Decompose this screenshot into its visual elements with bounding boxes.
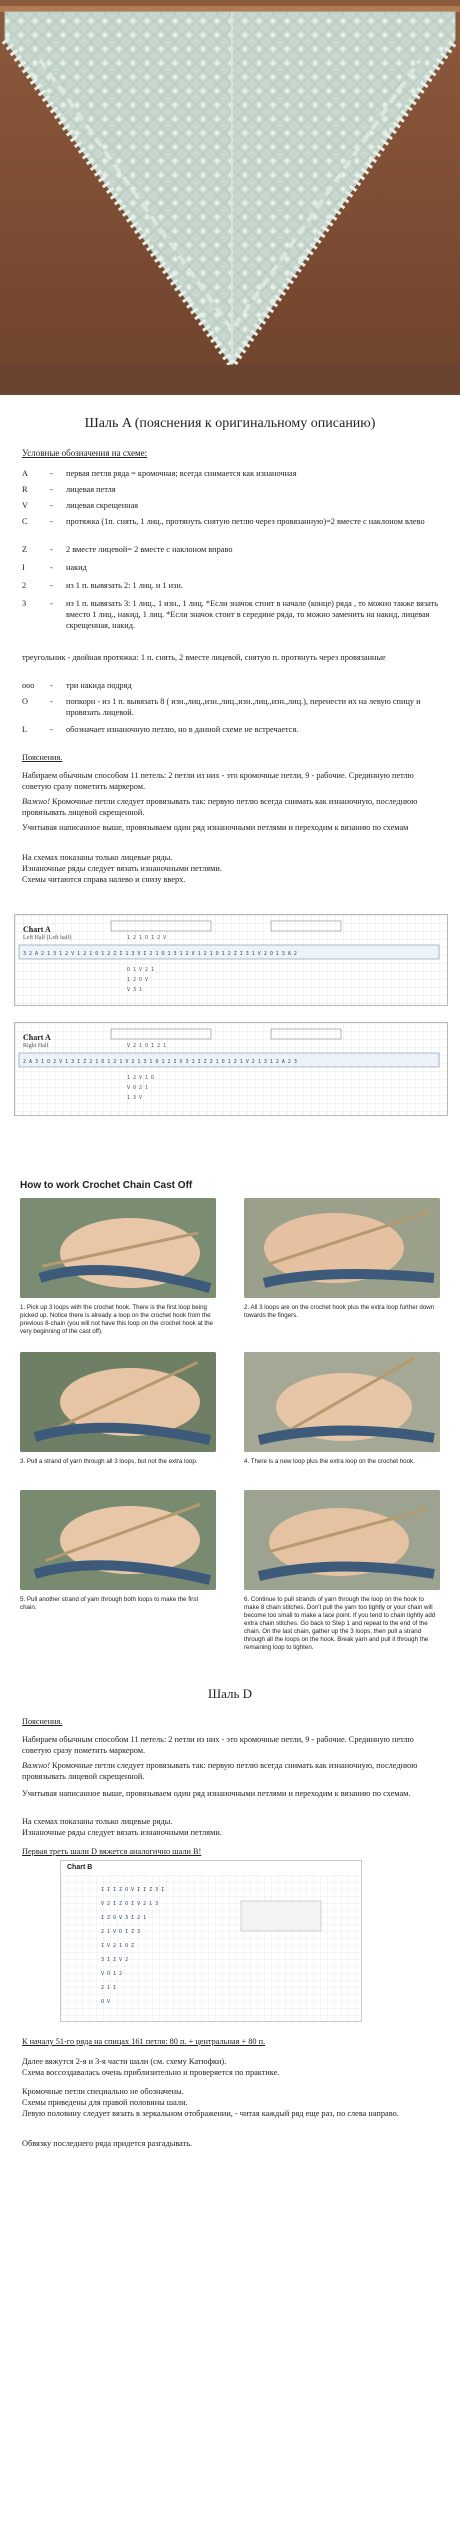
para-d-11: Левую половину следует вязать в зеркальном отображении, - читая каждый ряд еще раз, по слева направо. xyxy=(22,2109,399,2118)
section-a-title: Шаль A (пояснения к оригинальному описанию) xyxy=(84,416,376,431)
para-a-4: На схемах показаны только лицевые ряды. xyxy=(22,853,173,862)
para-d-9: Кромочные петли специально не обозначены. xyxy=(22,2087,184,2096)
pojasnenie-d: Пояснения. xyxy=(22,1717,63,1726)
chart-a-left-grid xyxy=(15,915,447,1005)
legend-symbol: L xyxy=(22,725,28,734)
step-caption-1: 1. Pick up 3 loops with the crochet hook. There is the first loop being picked up. Notice there is already a loop on the crochet hook from the previous 8-chain (you will not have this loop on the crochet hook at the very beginning of the cast off). xyxy=(20,1304,213,1335)
step-photo-2 xyxy=(244,1198,440,1298)
legend-row xyxy=(0,580,460,591)
chart-b-title: Chart B xyxy=(67,1864,93,1871)
legend-title: Условные обозначения на схеме: xyxy=(22,448,148,458)
legend-desc: накид xyxy=(66,563,87,572)
chart-a-right-subtitle: Right Half xyxy=(23,1043,49,1049)
svg-text:V O 1 2: V O 1 2 xyxy=(101,1971,123,1977)
legend xyxy=(22,448,442,458)
legend-row xyxy=(0,468,460,479)
legend-row xyxy=(0,598,460,642)
svg-text:2 1 V O I Z 3: 2 1 V O I Z 3 xyxy=(101,1929,141,1935)
svg-text:1 2 O V: 1 2 O V xyxy=(127,977,149,983)
step-caption-5: 5. Pull another strand of yarn through both loops to make the first chain. xyxy=(20,1596,199,1611)
svg-text:1 2 1 O 1 2 V: 1 2 1 O 1 2 V xyxy=(127,935,167,941)
chart-a-right-grid xyxy=(15,1023,447,1115)
svg-text:2 1 I: 2 1 I xyxy=(101,1985,117,1991)
para-a-2-text: Кромочные петли следует провязывать так: первую петлю всегда снимать как изнаночную, последнюю провязывать лицевой скрещенной. xyxy=(22,797,418,817)
para-d-12: Обвязку последнего ряда придется разгадывать. xyxy=(22,2139,193,2148)
para-d-2 xyxy=(22,1760,442,1782)
legend-symbol: R xyxy=(22,485,28,494)
chart-b-grid xyxy=(61,1861,361,2021)
legend-desc: лицевая скрещенная xyxy=(66,501,139,510)
shawl-photo xyxy=(0,0,460,395)
svg-text:1 3 V: 1 3 V xyxy=(127,1095,143,1101)
legend-dash: - xyxy=(50,501,53,510)
legend-symbol: V xyxy=(22,501,28,510)
para-a-1: Набираем обычным способом 11 петель: 2 петли из них - это кромочные петли, 9 - рабочие. Срединную петлю советую сразу пометить маркером. xyxy=(22,771,414,791)
step-photo-6 xyxy=(244,1490,440,1590)
shawl-drawing xyxy=(0,0,460,395)
section-d xyxy=(0,1686,460,1702)
knitting-photo xyxy=(244,1352,440,1452)
knitting-photo xyxy=(244,1198,440,1298)
legend-row xyxy=(0,484,460,495)
para-d-3: Учитывая написанное выше, провязываем один ряд изнаночными петлями и переходим к вязанию по схемам. xyxy=(22,1789,411,1798)
step-photo-1 xyxy=(20,1198,216,1298)
legend-row xyxy=(0,724,460,735)
knitting-photo xyxy=(20,1198,216,1298)
legend-symbol: 2 xyxy=(22,581,27,590)
legend-dash: - xyxy=(50,599,53,608)
step-photo-5 xyxy=(20,1490,216,1590)
legend-dash: - xyxy=(50,725,53,734)
para-d-2-text: Кромочные петли следует провязывать так: первую петлю всегда снимать как изнаночную, последнюю провязывать лицевой скрещенной. xyxy=(22,1761,418,1781)
chart-a-left-title: Chart A xyxy=(23,925,51,934)
svg-text:1 2 V 1 O: 1 2 V 1 O xyxy=(127,1075,155,1081)
legend-desc: из 1 п. вывязать 2: 1 лиц. и 1 изн. xyxy=(66,581,183,590)
svg-text:I V 2 1 O Z: I V 2 1 O Z xyxy=(101,1943,135,1949)
para-a-6: Схемы читаются справа налево и снизу вверх. xyxy=(22,875,186,884)
legend-symbol: O xyxy=(22,697,28,706)
step-caption-3: 3. Pull a strand of yarn through all 3 loops, but not the extra loop. xyxy=(20,1458,198,1465)
chart-b-caption: Первая треть шали D вяжется аналогично шали B! xyxy=(22,1847,202,1856)
legend-symbol: ooo xyxy=(22,681,35,690)
chart-a-left xyxy=(14,914,448,1006)
section-a xyxy=(0,416,460,432)
important-label: Важно! xyxy=(22,797,50,806)
legend-desc: первая петля ряда = кромочная; всегда снимается как изнаночная xyxy=(66,469,297,478)
chart-b xyxy=(60,1860,362,2022)
chart-a-right-title: Chart A xyxy=(23,1033,51,1042)
legend-desc: 2 вместе лицевой= 2 вместе с наклоном вправо xyxy=(66,545,233,554)
legend-desc: из 1 п. вывязать 3: 1 лиц., 1 изн., 1 лиц. *Если значок стоит в начале (конце) ряда , то можно также вязать вместо 1 лиц., накид, 1 лиц. *Если значок стоит в середине ряда, то можно заменить на накид, лицевая скрещенная, накид. xyxy=(66,599,439,630)
legend-row xyxy=(0,696,460,718)
para-d-10: Схемы приведены для правой половины шали. xyxy=(22,2098,188,2107)
legend-dash: - xyxy=(50,485,53,494)
svg-text:3 I Z V 2: 3 I Z V 2 xyxy=(101,1957,129,1963)
legend-dash: - xyxy=(50,469,53,478)
legend-desc: лицевая петля xyxy=(66,485,116,494)
svg-text:O V: O V xyxy=(101,1999,111,2005)
legend-dash: - xyxy=(50,563,53,572)
legend-dash: - xyxy=(50,697,53,706)
knitting-photo xyxy=(244,1490,440,1590)
step-photo-4 xyxy=(244,1352,440,1452)
legend-desc: протяжка (1п. снять, 1 лиц., протянуть снятую петлю через провязанную)=2 вместе с наклоном влево xyxy=(66,517,425,526)
legend-desc: три накида подряд xyxy=(66,681,132,690)
legend-desc: попкорн - из 1 п. вывязать 8 ( изн.,лиц.,изн.,лиц.,изн.,лиц.,изн.,лиц.), перенести их на левую спицу и провязать лицевой. xyxy=(66,697,421,717)
svg-text:V 2 I Z O I V 2 1 3: V 2 I Z O I V 2 1 3 xyxy=(101,1901,159,1907)
legend-row xyxy=(0,500,460,511)
para-d-5: Изнаночные ряды следует вязать изнаночными петлями. xyxy=(22,1828,222,1837)
svg-text:V 2 1 O 1 2 1: V 2 1 O 1 2 1 xyxy=(127,1043,167,1049)
legend-row xyxy=(0,516,460,538)
svg-text:2 A 3 1 O 2 V 1 3 I Z 2 1 O 1: 2 A 3 1 O 2 V 1 3 I Z 2 1 O 1 2 1 V 2 1 3 1 O 1 2 I V 3 1 I Z 2 1 O 1 2 1 V 2 1 3 1 2 A 2 3 xyxy=(23,1059,297,1065)
legend-row xyxy=(0,544,460,555)
important-label: Важно! xyxy=(22,1761,50,1770)
para-d-1: Набираем обычным способом 11 петель: 2 петли из них - это кромочные петли, 9 - рабочие. Срединную петлю советую сразу пометить маркером. xyxy=(22,1735,414,1755)
svg-text:V 3 1: V 3 1 xyxy=(127,987,143,993)
step-caption-2: 2. All 3 loops are on the crochet hook plus the extra loop further down towards the fingers. xyxy=(244,1304,435,1319)
chart-a-right xyxy=(14,1022,448,1116)
legend-dash: - xyxy=(50,581,53,590)
triangle-note: треугольник - двойная протяжка: 1 п. снять, 2 вместе лицевой, снятую п. протянуть через провязанные xyxy=(22,653,386,662)
svg-text:I I I Z O V I I Z 3 I: I I I Z O V I I Z 3 I xyxy=(101,1887,165,1893)
para-d-8: Схема воссоздавалась очень приблизительно и проверяется по практике. xyxy=(22,2068,280,2077)
para-d-4: На схемах показаны только лицевые ряды. xyxy=(22,1817,173,1826)
knitting-photo xyxy=(20,1490,216,1590)
legend-dash: - xyxy=(50,545,53,554)
legend-symbol: 3 xyxy=(22,599,27,608)
legend-row xyxy=(0,680,460,691)
step-caption-6: 6. Continue to pull strands of yarn through the loop on the hook to make 8 chain stitches. Don't pull the yarn too tightly or your chain will become too small to make a lace point. If you tend to chain tightly add extra chain stitches. Go back to Step 1 and repeat to the end of the chain. On the last chain, gather up the 3 loops, then pull a strand through all the loops on the hook. Break yarn and pull it through the remaining loop to tighten. xyxy=(244,1596,436,1651)
svg-text:O 1 V 2 1: O 1 V 2 1 xyxy=(127,967,155,973)
para-a-5: Изнаночные ряды следует вязать изнаночными петлями. xyxy=(22,864,222,873)
para-a-2 xyxy=(22,796,442,818)
legend-symbol: I xyxy=(22,563,25,572)
para-a-3: Учитывая написанное выше, провязываем один ряд изнаночными петлями и переходим к вязанию по схемам xyxy=(22,823,409,832)
pojasnenie-a: Пояснения. xyxy=(22,753,63,762)
svg-text:V O 2 1: V O 2 1 xyxy=(127,1085,149,1091)
svg-text:3 2 A 2 1 3 1 2 V 1 2 1 O 1 2: 3 2 A 2 1 3 1 2 V 1 2 1 O 1 2 Z I 1 3 V I 2 1 O 1 3 1 2 V 1 2 1 O 1 2 Z I 3 1 V 2 O 1 3 A 2 xyxy=(23,951,297,957)
legend-row xyxy=(0,562,460,573)
knitting-photo xyxy=(20,1352,216,1452)
legend-dash: - xyxy=(50,681,53,690)
step-caption-4: 4. There is a new loop plus the extra loop on the crochet hook. xyxy=(244,1458,415,1465)
legend-symbol: Z xyxy=(22,545,28,554)
howto-title: How to work Crochet Chain Cast Off xyxy=(20,1180,193,1191)
svg-text:I Z O V 3 I 2 1: I Z O V 3 I 2 1 xyxy=(101,1915,147,1921)
section-d-title: Шаль D xyxy=(207,1686,253,1701)
para-d-6: К началу 51-го ряда на спицах 161 петля: 80 п. + центральная + 80 п. xyxy=(22,2037,266,2046)
para-d-7: Далее вяжутся 2-я и 3-я части шали (см. схему Катюфки). xyxy=(22,2057,227,2066)
legend-desc: обозначает изнаночную петлю, но в данной схеме не встречается. xyxy=(66,725,299,734)
chart-a-left-subtitle: Left Half (Left half) xyxy=(23,935,72,941)
legend-symbol: C xyxy=(22,517,28,526)
legend-dash: - xyxy=(50,517,53,526)
legend-symbol: A xyxy=(22,469,28,478)
step-photo-3 xyxy=(20,1352,216,1452)
